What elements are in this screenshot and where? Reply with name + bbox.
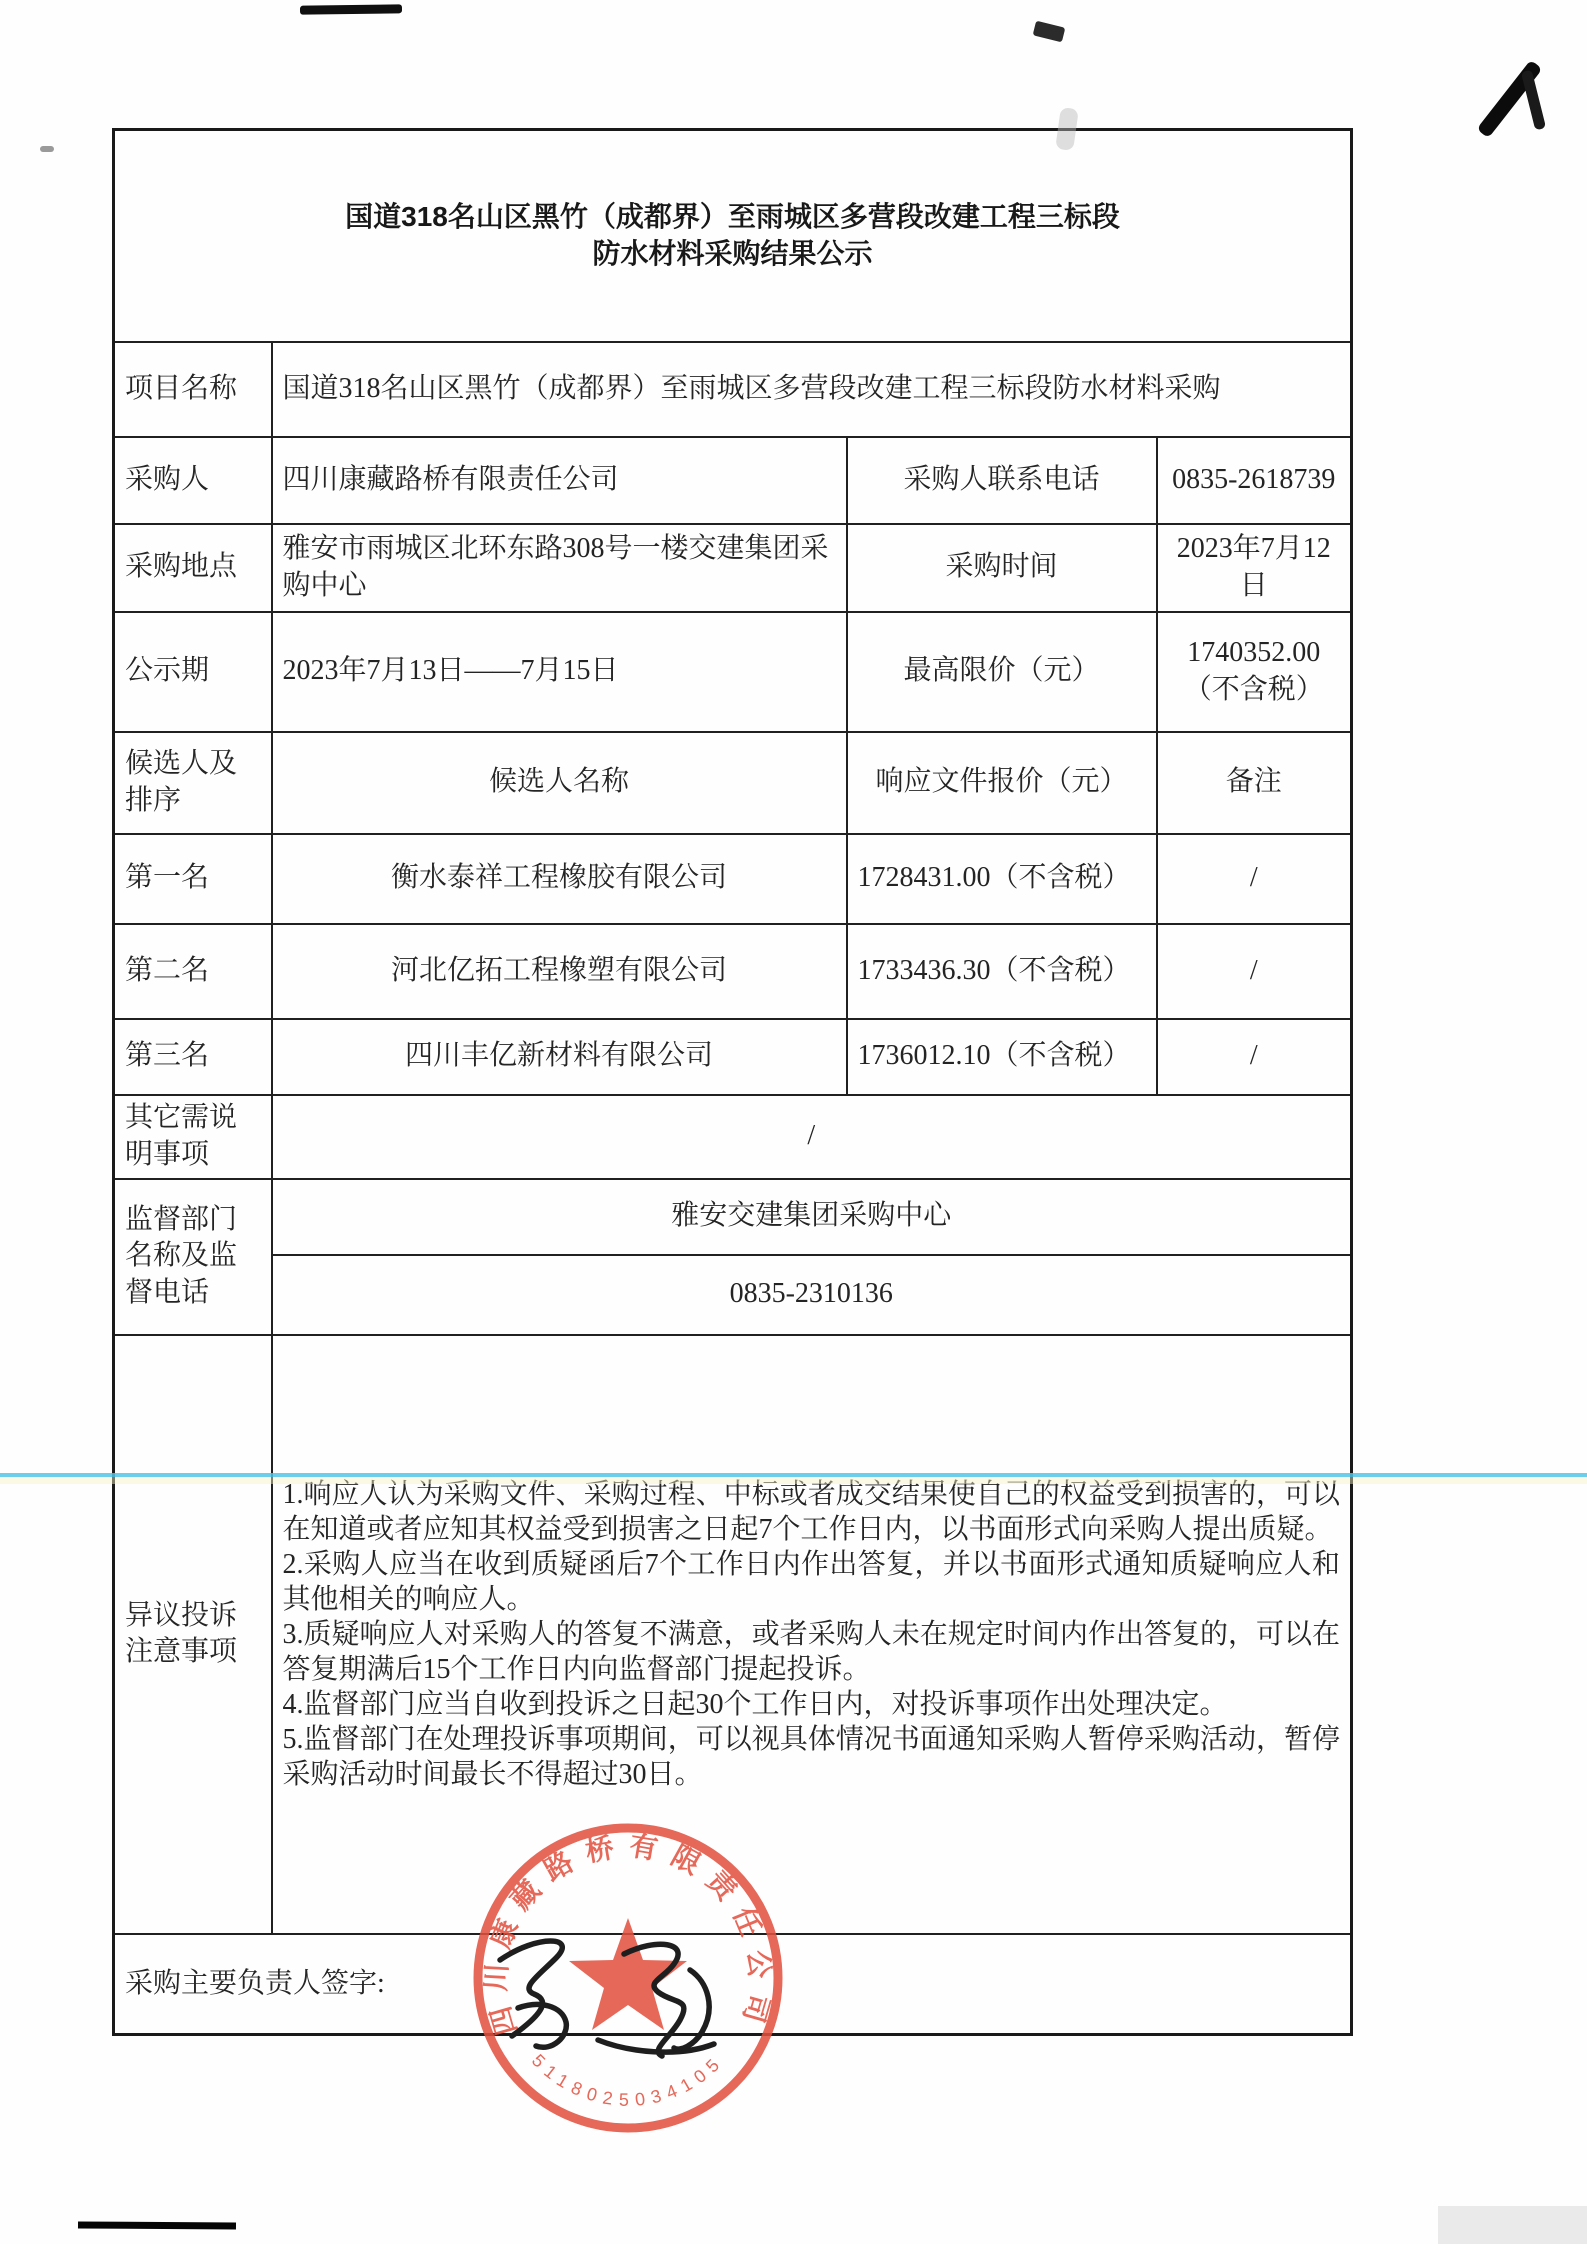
rank-3-name: 四川丰亿新材料有限公司 — [272, 1019, 847, 1095]
scan-artifact-blue-line — [0, 1473, 1587, 1477]
title-line-1: 国道318名山区黑竹（成都界）至雨城区多营段改建工程三标段 — [345, 201, 1120, 233]
candidate-row-2 — [114, 924, 1352, 1019]
publicity-label: 公示期 — [114, 612, 272, 732]
purchaser-phone-label: 采购人联系电话 — [847, 437, 1157, 524]
objection-text — [272, 1335, 1352, 1934]
purchaser-row — [114, 437, 1352, 524]
scan-artifact-yellow-halo — [0, 1477, 1587, 1484]
objection-item-3: 3.质疑响应人对采购人的答复不满意，或者采购人未在规定时间内作出答复的，可以在答复期满后15个工作日内向监督部门提起投诉。 — [282, 1618, 1341, 1685]
objection-item-5: 5.监督部门在处理投诉事项期间，可以视具体情况书面通知采购人暂停采购活动，暂停采购活动时间最长不得超过30日。 — [282, 1723, 1341, 1790]
scan-artifact-top-mark-2 — [1033, 21, 1066, 43]
scan-artifact-bottom-right-smudge — [1438, 2206, 1587, 2244]
rank-3-remark: / — [1157, 1019, 1352, 1095]
rank-2-label: 第二名 — [114, 924, 272, 1019]
candidate-row-3 — [114, 1019, 1352, 1095]
candidate-name-header: 候选人名称 — [272, 732, 847, 834]
candidates-header-row — [114, 732, 1352, 834]
price-limit-value — [1157, 612, 1352, 732]
location-row — [114, 524, 1352, 612]
price-limit-tax-note: （不含税） — [1183, 673, 1324, 705]
candidate-price-header: 响应文件报价（元） — [847, 732, 1157, 834]
other-notes-row — [114, 1095, 1352, 1179]
rank-1-name: 衡水泰祥工程橡胶有限公司 — [272, 834, 847, 924]
rank-1-price: 1728431.00（不含税） — [847, 834, 1157, 924]
price-limit-label: 最高限价（元） — [847, 612, 1157, 732]
procurement-result-table — [112, 128, 1353, 2036]
candidates-header-label: 候选人及排序 — [114, 732, 272, 834]
purchaser-value: 四川康藏路桥有限责任公司 — [272, 437, 847, 524]
seal-company-text: 四川康藏路桥有限责任公司 — [481, 1830, 775, 2039]
document-title — [114, 130, 1352, 342]
signature-handwriting — [478, 1912, 778, 2087]
scan-artifact-corner-streak-2 — [1521, 70, 1546, 131]
publicity-value: 2023年7月13日——7月15日 — [272, 612, 847, 732]
project-value: 国道318名山区黑竹（成都界）至雨城区多营段改建工程三标段防水材料采购 — [272, 342, 1352, 437]
objection-label: 异议投诉注意事项 — [114, 1335, 272, 1934]
scan-artifact-left-dot — [40, 146, 54, 152]
supervisor-label: 监督部门名称及监督电话 — [114, 1179, 272, 1335]
rank-1-label: 第一名 — [114, 834, 272, 924]
seal-number-text: 5118025034105 — [527, 2050, 729, 2110]
location-value: 雅安市雨城区北环东路308号一楼交建集团采购中心 — [272, 524, 847, 612]
purchase-time-value: 2023年7月12日 — [1157, 524, 1352, 612]
supervisor-name: 雅安交建集团采购中心 — [272, 1179, 1352, 1255]
other-notes-label: 其它需说明事项 — [114, 1095, 272, 1179]
objection-item-1: 1.响应人认为采购文件、采购过程、中标或者成交结果使自己的权益受到损害的，可以在知道或者应知其权益受到损害之日起7个工作日内，以书面形式向采购人提出质疑。 — [282, 1478, 1341, 1545]
location-label: 采购地点 — [114, 524, 272, 612]
objection-item-2: 2.采购人应当在收到质疑函后7个工作日内作出答复，并以书面形式通知质疑响应人和其他相关的响应人。 — [282, 1548, 1341, 1615]
rank-2-remark: / — [1157, 924, 1352, 1019]
objection-item-4: 4.监督部门应当自收到投诉之日起30个工作日内，对投诉事项作出处理决定。 — [282, 1688, 1228, 1720]
scan-artifact-bottom-line — [78, 2221, 236, 2229]
purchase-time-label: 采购时间 — [847, 524, 1157, 612]
title-row — [114, 130, 1352, 342]
scan-artifact-top-mark — [300, 4, 402, 14]
rank-3-label: 第三名 — [114, 1019, 272, 1095]
supervisor-phone: 0835-2310136 — [272, 1255, 1352, 1335]
supervisor-name-row — [114, 1179, 1352, 1255]
project-label: 项目名称 — [114, 342, 272, 437]
signature-label: 采购主要负责人签字: — [114, 1934, 1352, 2035]
project-row — [114, 342, 1352, 437]
purchaser-phone-value: 0835-2618739 — [1157, 437, 1352, 524]
purchaser-label: 采购人 — [114, 437, 272, 524]
publicity-row — [114, 612, 1352, 732]
supervisor-phone-row — [114, 1255, 1352, 1335]
price-limit-amount: 1740352.00 — [1187, 637, 1321, 669]
rank-1-remark: / — [1157, 834, 1352, 924]
rank-2-name: 河北亿拓工程橡塑有限公司 — [272, 924, 847, 1019]
candidate-row-1 — [114, 834, 1352, 924]
rank-3-price: 1736012.10（不含税） — [847, 1019, 1157, 1095]
rank-2-price: 1733436.30（不含税） — [847, 924, 1157, 1019]
candidate-remark-header: 备注 — [1157, 732, 1352, 834]
title-line-2: 防水材料采购结果公示 — [592, 237, 873, 269]
other-notes-value: / — [272, 1095, 1352, 1179]
